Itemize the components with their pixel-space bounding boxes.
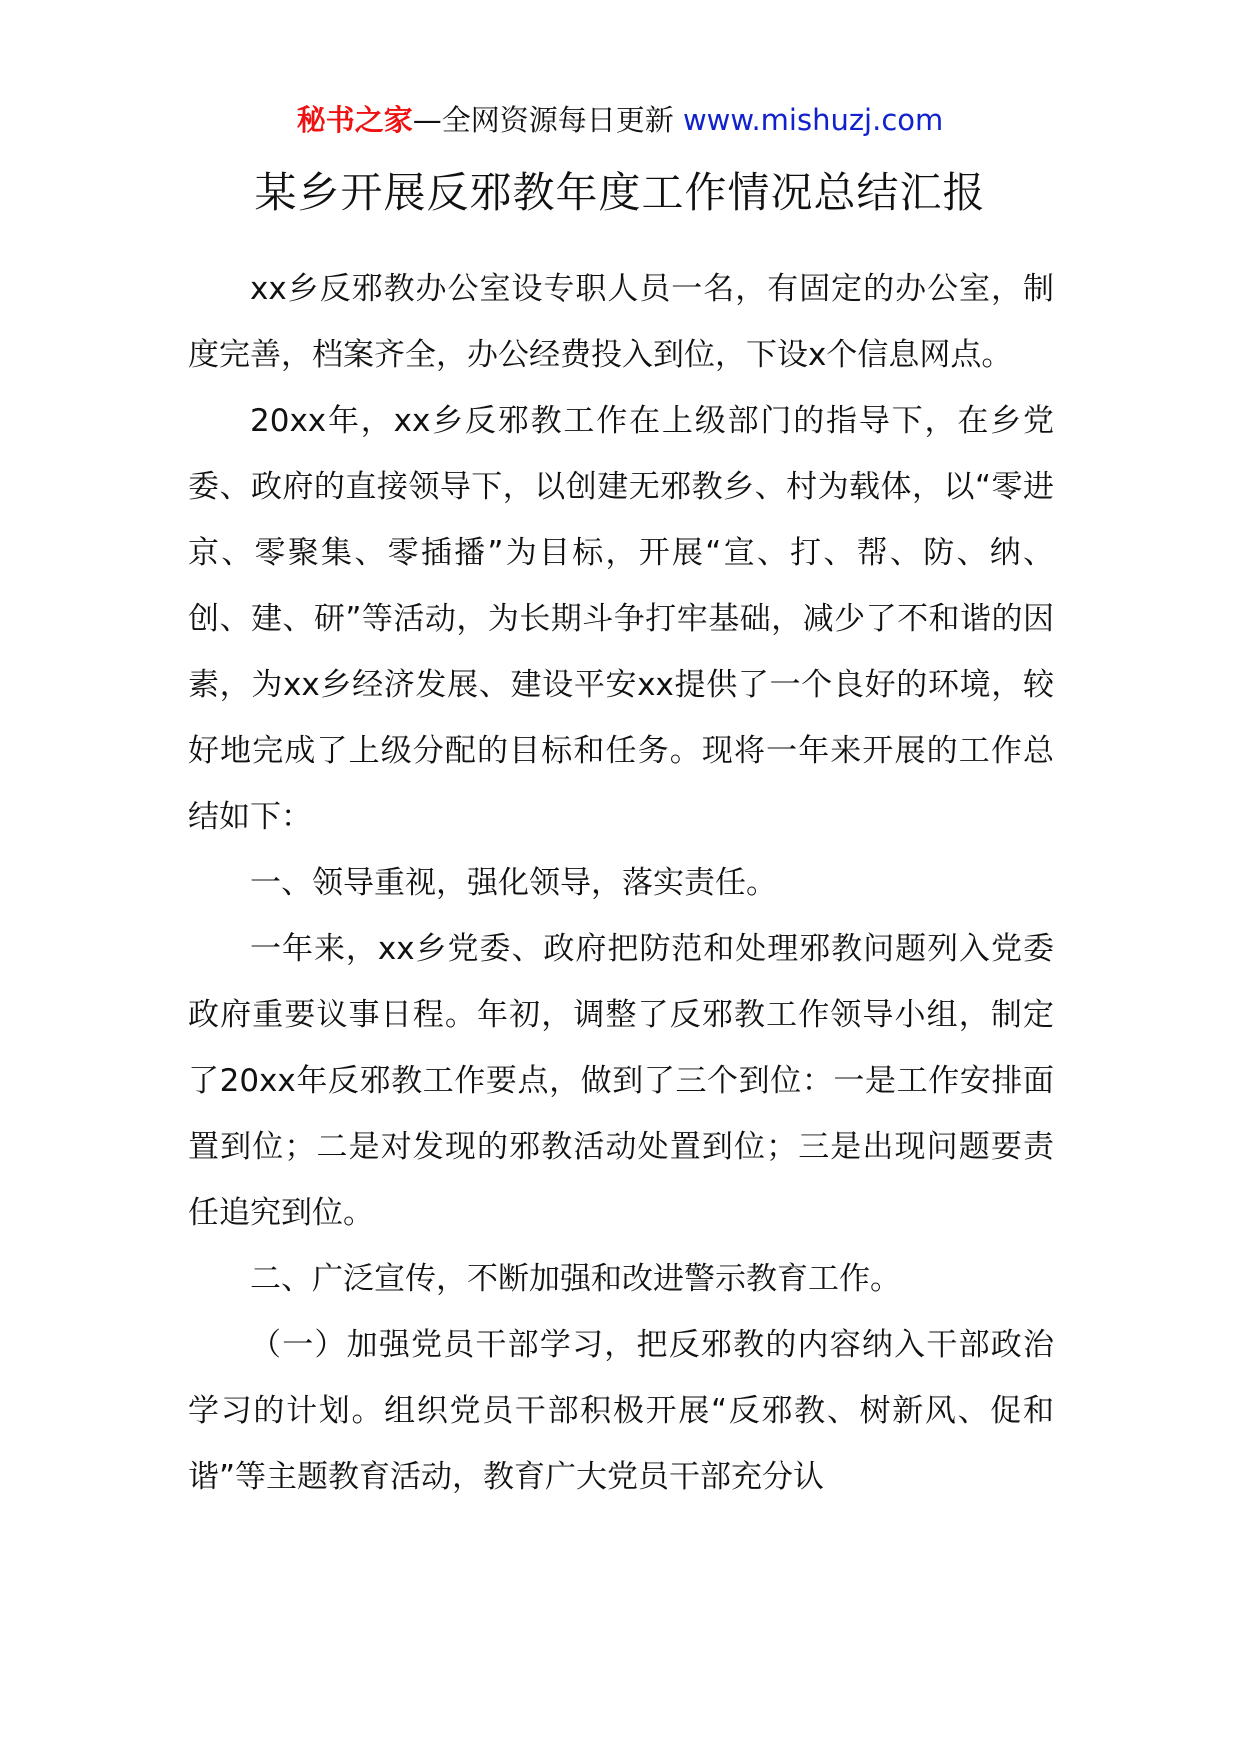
site-banner: [0, 100, 1240, 140]
document-body: [188, 256, 1054, 1510]
paragraph: xx乡反邪教办公室设专职人员一名，有固定的办公室，制度完善，档案齐全，办公经费投入到位，下设x个信息网点。: [188, 271, 1054, 373]
section-heading: 二、广泛宣传，不断加强和改进警示教育工作。: [250, 1261, 901, 1297]
site-url[interactable]: www.mishuzj.com: [682, 103, 944, 137]
paragraph: （一）加强党员干部学习，把反邪教的内容纳入干部政治学习的计划。组织党员干部积极开展“反邪教、树新风、促和谐”等主题教育活动，教育广大党员干部充分认: [188, 1327, 1054, 1495]
brand-slogan: —全网资源每日更新: [412, 103, 674, 137]
document-title: 某乡开展反邪教年度工作情况总结汇报: [254, 168, 986, 217]
brand-name: 秘书之家: [296, 103, 413, 137]
paragraph: 一年来，xx乡党委、政府把防范和处理邪教问题列入党委政府重要议事日程。年初，调整了反邪教工作领导小组，制定了20xx年反邪教工作要点，做到了三个到位：一是工作安排面置到位；二是对发现的邪教活动处置到位；三是出现问题要责任追究到位。: [188, 931, 1054, 1231]
paragraph: 20xx年，xx乡反邪教工作在上级部门的指导下，在乡党委、政府的直接领导下，以创建无邪教乡、村为载体，以“零进京、零聚集、零插播”为目标，开展“宣、打、帮、防、纳、创、建、研”等活动，为长期斗争打牢基础，减少了不和谐的因素，为xx乡经济发展、建设平安xx提供了一个良好的环境，较好地完成了上级分配的目标和任务。现将一年来开展的工作总结如下：: [188, 403, 1054, 835]
section-heading: 一、领导重视，强化领导，落实责任。: [250, 865, 777, 901]
